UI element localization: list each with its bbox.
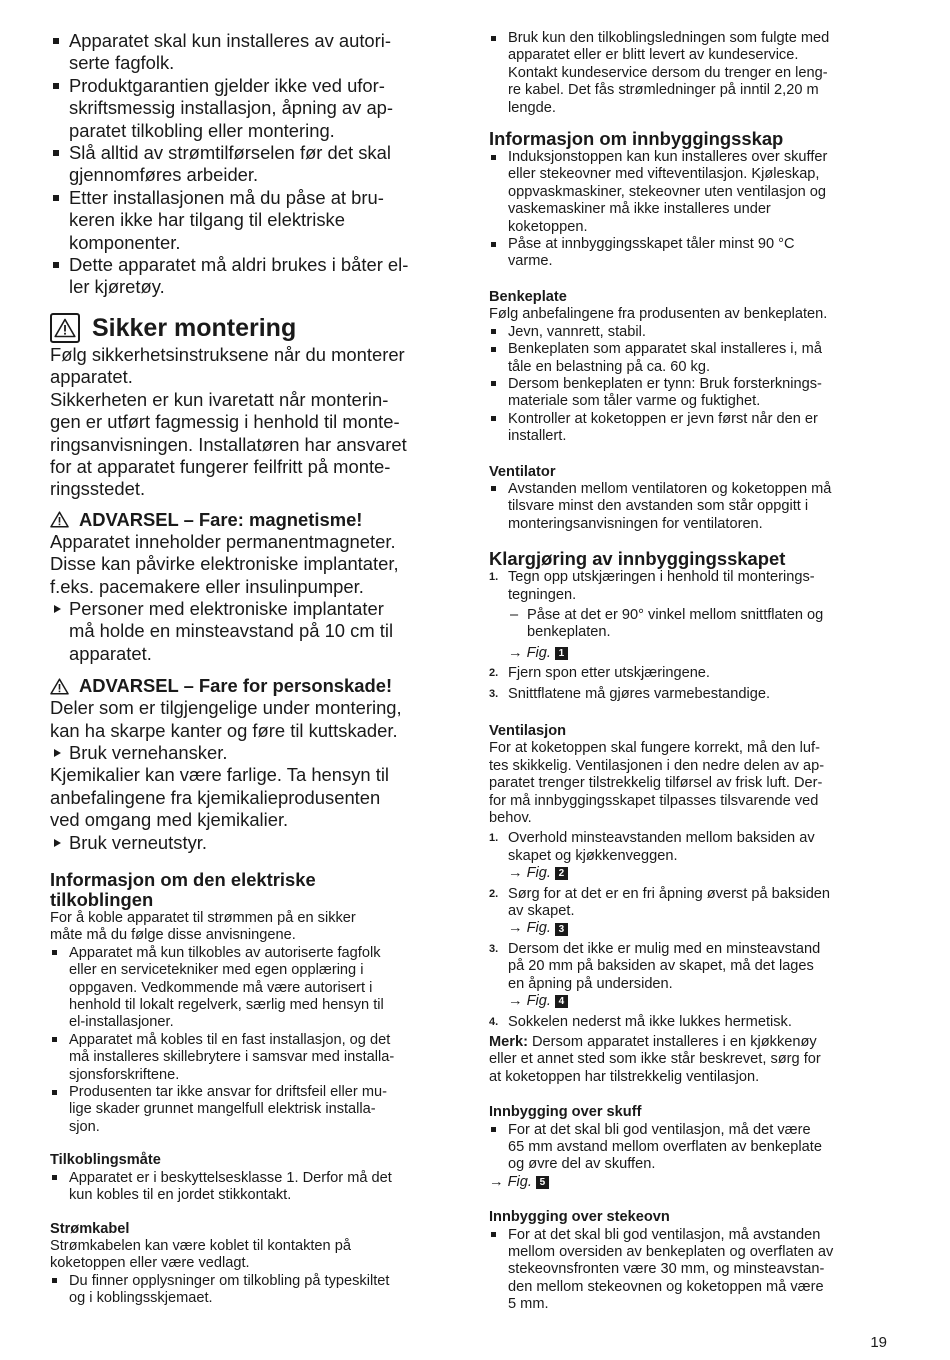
step-text: Overhold minsteavstanden mellom baksiden av skapet og kjøkkenveggen.: [508, 830, 815, 864]
figure-number-badge: 3: [555, 923, 568, 936]
warning-text: Apparatet inneholder permanentmagneter. Disse kan påvirke elektroniske implantater, f.eks. pacemakere eller insulinpumper.: [50, 530, 399, 597]
step-text: Sokkelen nederst må ikke lukkes hermetisk.: [508, 1013, 792, 1030]
page-number: 19: [870, 1334, 887, 1351]
step-number: 3.: [489, 687, 499, 700]
section-intro: Følg sikkerhetsinstruksene når du monterer apparatet.: [50, 343, 405, 388]
list-item: [489, 886, 894, 921]
figure-number-badge: 5: [536, 1176, 549, 1189]
arrow-right-icon: →: [489, 1173, 504, 1190]
subsection-title: Tilkoblingsmåte: [50, 1152, 161, 1169]
list-item: [489, 569, 894, 604]
figure-label: Fig.: [507, 1173, 532, 1190]
list-item: Produsenten tar ikke ansvar for driftsfeil eller mu- lige skader grunnet mangelfull elektrisk installa- sjon.: [50, 1084, 455, 1136]
list-item: Slå alltid av strømtilførselen før det skal gjennomføres arbeider.: [50, 142, 455, 187]
left-column: [50, 30, 455, 1308]
cable-bullet-list: [50, 1273, 455, 1308]
subsection-title: Ventilator: [489, 463, 556, 480]
paragraph: Strømkabelen kan være koblet til kontakten på koketoppen eller være vedlagt.: [50, 1237, 351, 1272]
figure-number-badge: 1: [555, 647, 568, 660]
figure-number-badge: 2: [555, 867, 568, 880]
warning-text: Kjemikalier kan være farlige. Ta hensyn til anbefalingene fra kjemikalieprodusenten ved omgang med kjemikalier.: [50, 764, 390, 831]
ventilator-bullet-list: [489, 481, 894, 533]
step-number: 2.: [489, 667, 499, 680]
step-text: Snittflatene må gjøres varmebestandige.: [508, 685, 771, 702]
list-item: Jevn, vannrett, stabil.: [489, 324, 894, 341]
arrow-right-icon: →: [508, 920, 523, 937]
step-text: Tegn opp utskjæringen i henhold til monterings- tegningen.: [508, 569, 815, 603]
warning-heading-injury: [50, 675, 455, 697]
warning-triangle-icon: [50, 678, 69, 695]
warning-triangle-icon: [50, 511, 69, 528]
arrow-right-icon: →: [508, 865, 523, 882]
warning-action: Bruk verneutstyr.: [50, 832, 455, 854]
right-column: [489, 30, 894, 1314]
list-item: [489, 686, 894, 703]
step-text: Sørg for at det er en fri åpning øverst på baksiden av skapet.: [508, 885, 831, 920]
cable-bullet-list-cont: [489, 30, 894, 117]
paragraph: Følg anbefalingene fra produsenten av benkeplaten.: [489, 306, 828, 323]
ventilation-steps-4: [489, 1014, 894, 1031]
step-number: 1.: [489, 832, 499, 845]
list-item: Kontroller at koketoppen er jevn først når den er installert.: [489, 411, 894, 446]
section-heading: [50, 313, 455, 343]
list-item: [489, 830, 894, 865]
subsection-title: Klargjøring av innbyggingsskapet: [489, 548, 786, 570]
ventilation-steps-2: [489, 886, 894, 921]
list-item: Avstanden mellom ventilatoren og koketoppen må tilsvare minst den avstanden som står oppgitt i monteringsanvisningen for ventilatoren.: [489, 481, 894, 533]
note: [489, 1034, 894, 1086]
figure-reference: [489, 1174, 894, 1191]
list-item: [489, 941, 894, 993]
cabinet-bullet-list: [489, 149, 894, 271]
arrow-right-icon: →: [508, 644, 523, 661]
subsection-title: Innbygging over stekeovn: [489, 1209, 670, 1226]
list-item: [489, 665, 894, 682]
preparation-steps-cont: [489, 665, 894, 703]
figure-reference: [489, 865, 894, 882]
step-number: 3.: [489, 942, 499, 955]
list-item: Påse at innbyggingsskapet tåler minst 90 °C varme.: [489, 236, 894, 271]
subsection-title: Benkeplate: [489, 288, 567, 305]
warning-action: Bruk vernehansker.: [50, 742, 455, 764]
drawer-bullet-list: [489, 1122, 894, 1174]
list-item: Etter installasjonen må du påse at bru- keren ikke har tilgang til elektriske komponenter.: [50, 187, 455, 254]
list-item: For at det skal bli god ventilasjon, må avstanden mellom oversiden av benkeplaten og overflaten av stekeovnsfronten være 30 mm, og minsteavstan- den mellom stekeovnen og koketoppen må være 5 mm.: [489, 1227, 894, 1314]
subsection-title: Strømkabel: [50, 1220, 130, 1237]
step-number: 4.: [489, 1015, 499, 1028]
step-number: 1.: [489, 571, 499, 584]
list-item: Produktgarantien gjelder ikke ved ufor- skriftsmessig installasjon, åpning av ap- paratet tilkobling eller montering.: [50, 75, 455, 142]
oven-bullet-list: [489, 1227, 894, 1314]
list-item: Benkeplaten som apparatet skal installeres i, må tåle en belastning på ca. 60 kg.: [489, 341, 894, 376]
figure-label: Fig.: [526, 920, 551, 937]
subsection-title: Innbygging over skuff: [489, 1104, 642, 1121]
list-item: Apparatet må kun tilkobles av autoriserte fagfolk eller en servicetekniker med egen opplæring i oppgaven. Vedkommende må være autorisert i henhold til lokalt regelverk, særlig med hensyn til el-installasjoner.: [50, 945, 455, 1032]
list-item: Bruk kun den tilkoblingsledningen som fulgte med apparatet eller er blitt levert av kundeservice. Kontakt kundeservice dersom du trenger en leng- re kabel. Det fås strømledninger på inntil 2,20 m lengde.: [489, 30, 894, 117]
note-text: Dersom apparatet installeres i en kjøkkenøy eller et annet sted som ikke står beskrevet, sørg for at koketoppen har tilstrekkelig ventilasjon.: [489, 1033, 821, 1085]
arrow-right-icon: →: [508, 993, 523, 1010]
ventilation-steps: [489, 830, 894, 865]
list-item: Induksjonstoppen kan kun installeres over skuffer eller stekeovner med vifteventilasjon. Kjøleskap, oppvaskmaskiner, stekeovner uten ventilasjon og vaskemaskiner må ikke installeres under koketoppen.: [489, 149, 894, 236]
list-item: Apparatet må kobles til en fast installasjon, og det må installeres skillebrytere i samsvar med installa- sjonsforskriftene.: [50, 1032, 455, 1084]
figure-reference: [489, 993, 894, 1010]
note-label: Merk:: [489, 1033, 528, 1050]
sub-step: – Påse at det er 90° vinkel mellom snittflaten og benkeplaten.: [489, 607, 894, 642]
warning-triangle-icon: [50, 313, 80, 343]
step-number: 2.: [489, 887, 499, 900]
bench-bullet-list: [489, 324, 894, 446]
figure-number-badge: 4: [555, 995, 568, 1008]
warning-text: Deler som er tilgjengelige under montering, kan ha skarpe kanter og føre til kuttskader.: [50, 697, 402, 741]
list-item: Dette apparatet må aldri brukes i båter el- ler kjøretøy.: [50, 254, 455, 299]
section-paragraph: Sikkerheten er kun ivaretatt når monterin- gen er utført fagmessig i henhold til monte- ringsanvisningen. Installatøren har ansvaret for at apparatet fungerer feilfritt på monte- ringsstedet.: [50, 388, 407, 500]
figure-label: Fig.: [526, 865, 551, 882]
list-item: For at det skal bli god ventilasjon, må det være 65 mm avstand mellom overflaten av benkeplate og øvre del av skuffen.: [489, 1122, 894, 1174]
warning-heading-magnetism: [50, 509, 455, 531]
step-text: Dersom det ikke er mulig med en minsteavstand på 20 mm på baksiden av skapet, må det lages en åpning på undersiden.: [508, 940, 821, 992]
subsection-title: Ventilasjon: [489, 723, 567, 739]
figure-reference: [489, 645, 894, 662]
warning-action: Personer med elektroniske implantater må holde en minsteavstand på 10 cm til apparatet.: [50, 598, 455, 665]
subsection-title: Informasjon om innbyggingsskap: [489, 128, 784, 150]
warning-title: ADVARSEL – Fare: magnetisme!: [79, 508, 363, 530]
section-title: Sikker montering: [92, 313, 297, 342]
list-item: [489, 1014, 894, 1031]
figure-label: Fig.: [526, 644, 551, 661]
paragraph: For at koketoppen skal fungere korrekt, må den luf- tes skikkelig. Ventilasjonen i den nedre delen av ap- paratet trenger tilstrekkelig tilførsel av frisk luft. Der- for må innbyggingsskapet tilpasses tilsvarende ved behov.: [489, 740, 825, 827]
list-item: Apparatet er i beskyttelsesklasse 1. Derfor må det kun kobles til en jordet stikkontakt.: [50, 1170, 455, 1205]
preparation-steps: [489, 569, 894, 604]
warning-title: ADVARSEL – Fare for personskade!: [79, 675, 393, 697]
paragraph: For å koble apparatet til strømmen på en sikker måte må du følge disse anvisningene.: [50, 910, 356, 944]
list-item: Apparatet skal kun installeres av autori- serte fagfolk.: [50, 30, 455, 75]
intro-bullet-list: [50, 30, 455, 299]
electrical-bullet-list: [50, 945, 455, 1136]
list-item: Du finner opplysninger om tilkobling på typeskiltet og i koblingsskjemaet.: [50, 1273, 455, 1308]
figure-reference: [489, 920, 894, 937]
connection-bullet-list: [50, 1170, 455, 1205]
step-text: Fjern spon etter utskjæringene.: [508, 665, 710, 682]
subsection-title: Informasjon om den elektriske tilkoblingen: [50, 869, 316, 910]
list-item: Dersom benkeplaten er tynn: Bruk forsterknings- materiale som tåler varme og fuktighet.: [489, 376, 894, 411]
figure-label: Fig.: [526, 993, 551, 1010]
ventilation-steps-3: [489, 941, 894, 993]
